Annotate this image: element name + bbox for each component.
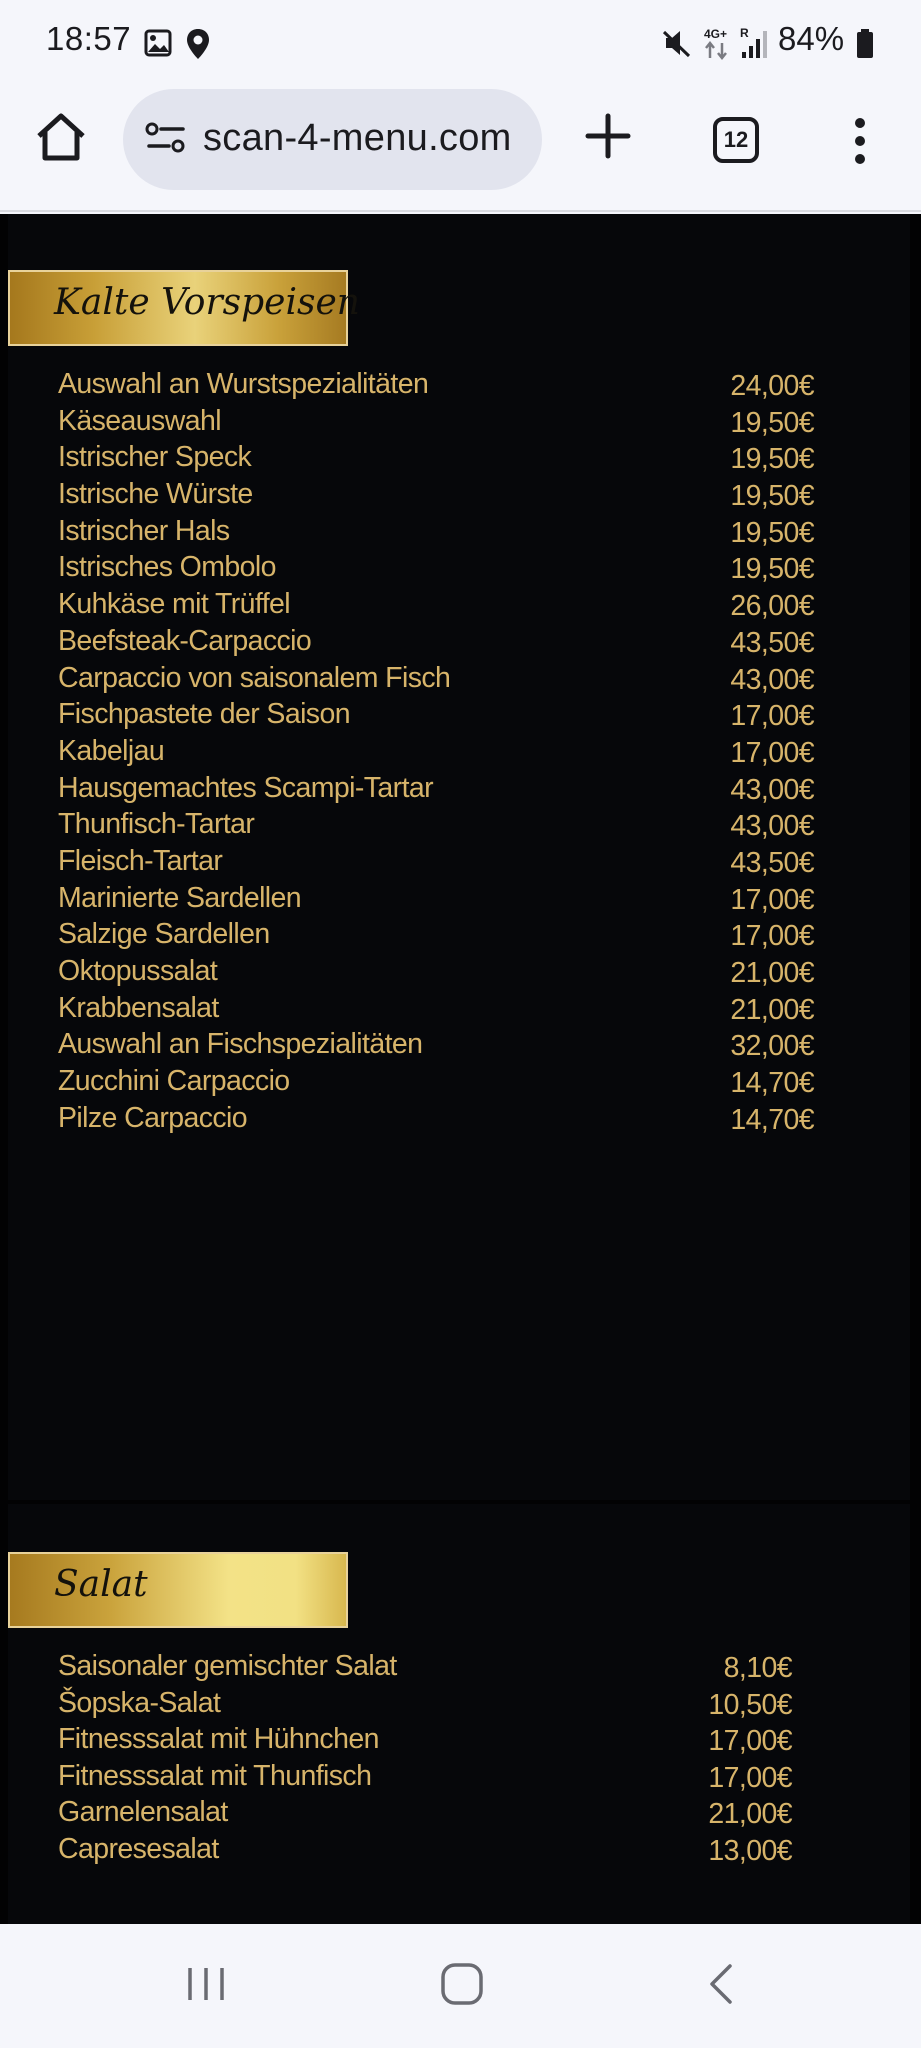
menu-item: [58, 918, 814, 955]
menu-item-price: 17,00€: [730, 883, 814, 916]
tabs-icon[interactable]: [713, 117, 759, 163]
menu-item-price: 43,50€: [730, 626, 814, 659]
menu-item: [58, 515, 814, 552]
menu-item-name: Istrisches Ombolo: [58, 551, 276, 584]
menu-list-salat: [58, 1650, 792, 1870]
menu-item-name: Thunfisch-Tartar: [58, 808, 255, 841]
status-time: 18:57: [46, 20, 132, 57]
menu-item: [58, 1687, 792, 1724]
navigation-bar: [0, 1924, 921, 2048]
menu-item-name: Zucchini Carpaccio: [58, 1065, 290, 1098]
menu-item-price: 19,50€: [730, 553, 814, 586]
menu-item: [58, 992, 814, 1029]
section-title: Salat: [54, 1564, 148, 1605]
menu-item-price: 43,50€: [730, 846, 814, 879]
menu-item-price: 21,00€: [730, 957, 814, 989]
menu-item: [58, 1723, 792, 1760]
menu-item-price: 17,00€: [730, 736, 814, 769]
image-icon: [144, 29, 172, 57]
menu-item: [58, 1065, 814, 1102]
menu-item: [58, 845, 814, 882]
menu-item-price: 17,00€: [730, 920, 814, 953]
menu-item: [58, 625, 814, 662]
menu-item-name: Käseauswahl: [58, 404, 221, 437]
menu-item: [58, 368, 814, 405]
menu-item-name: Fischpastete der Saison: [58, 698, 350, 731]
menu-item-name: Hausgemachtes Scampi-Tartar: [58, 771, 434, 804]
mute-icon: [662, 28, 692, 58]
menu-item-price: 17,00€: [708, 1725, 792, 1758]
battery-percentage: 84%: [778, 20, 845, 57]
menu-item-name: Garnelensalat: [58, 1796, 228, 1829]
menu-item-price: 17,00€: [730, 700, 814, 733]
menu-item: [58, 441, 814, 478]
status-bar: [0, 0, 921, 86]
menu-item: [58, 882, 814, 919]
menu-item-price: 19,50€: [730, 443, 814, 476]
menu-item-price: 13,00€: [708, 1834, 792, 1867]
menu-item: [58, 772, 814, 809]
menu-item: [58, 1760, 792, 1797]
section-banner-salat: [8, 1552, 348, 1628]
menu-item: [58, 478, 814, 515]
menu-item-name: Salzige Sardellen: [58, 918, 270, 951]
menu-item: [58, 1650, 792, 1687]
menu-item: [58, 1102, 814, 1139]
menu-item-name: Beefsteak-Carpaccio: [58, 624, 312, 657]
menu-item-price: 19,50€: [730, 516, 814, 549]
network-4g-icon: [702, 26, 736, 60]
menu-item-name: Istrischer Hals: [58, 514, 230, 547]
menu-item-name: Capresesalat: [58, 1832, 219, 1865]
browser-toolbar: [0, 86, 921, 212]
menu-item: [58, 808, 814, 845]
section-banner-kalte-vorspeisen: [8, 270, 360, 346]
menu-item: [58, 551, 814, 588]
more-options-icon[interactable]: [848, 116, 872, 166]
menu-item-price: 24,00€: [730, 370, 814, 402]
back-icon[interactable]: [704, 1962, 740, 2006]
site-settings-icon[interactable]: [145, 121, 187, 155]
menu-item: [58, 735, 814, 772]
menu-item-price: 26,00€: [730, 590, 814, 623]
menu-item-price: 43,00€: [730, 663, 814, 696]
menu-item-name: Istrische Würste: [58, 478, 253, 511]
menu-item-name: Auswahl an Fischspezialitäten: [58, 1028, 423, 1061]
menu-item-price: 21,00€: [708, 1798, 792, 1831]
menu-list-kalte-vorspeisen: [58, 368, 814, 1138]
menu-item: [58, 588, 814, 625]
menu-item-name: Fitnesssalat mit Thunfisch: [58, 1759, 372, 1792]
menu-item-price: 8,10€: [723, 1652, 792, 1684]
new-tab-icon[interactable]: [583, 111, 633, 161]
menu-item-name: Krabbensalat: [58, 991, 219, 1024]
signal-icon: [740, 26, 770, 60]
menu-item-price: 19,50€: [730, 480, 814, 513]
menu-item-name: Fleisch-Tartar: [58, 844, 223, 877]
svg-text:R: R: [740, 26, 749, 40]
menu-item-price: 17,00€: [708, 1761, 792, 1794]
menu-item-name: Fitnesssalat mit Hühnchen: [58, 1723, 379, 1756]
menu-item-price: 32,00€: [730, 1030, 814, 1063]
menu-item: [58, 1028, 814, 1065]
menu-item-name: Istrischer Speck: [58, 441, 252, 474]
menu-item-price: 43,00€: [730, 773, 814, 806]
menu-item-price: 10,50€: [708, 1688, 792, 1721]
url-text[interactable]: scan-4-menu.com: [203, 117, 512, 159]
svg-text:4G+: 4G+: [704, 27, 728, 41]
menu-item-name: Kuhkäse mit Trüffel: [58, 588, 291, 621]
recent-apps-icon[interactable]: [184, 1962, 228, 2006]
menu-item-price: 21,00€: [730, 993, 814, 1026]
address-bar[interactable]: [123, 89, 542, 190]
menu-item-name: Pilze Carpaccio: [58, 1101, 247, 1134]
menu-item: [58, 662, 814, 699]
section-title: Kalte Vorspeisen: [54, 282, 360, 323]
menu-item-name: Marinierte Sardellen: [58, 881, 302, 914]
menu-item-name: Oktopussalat: [58, 955, 218, 987]
menu-item-price: 19,50€: [730, 406, 814, 439]
tab-count: 12: [723, 127, 749, 152]
menu-item-name: Šopska-Salat: [58, 1686, 221, 1719]
home-icon[interactable]: [34, 110, 88, 164]
location-icon: [186, 28, 210, 60]
menu-item: [58, 405, 814, 442]
menu-item: [58, 1833, 792, 1870]
menu-item: [58, 1796, 792, 1833]
menu-item-price: 14,70€: [730, 1067, 814, 1100]
menu-item: [58, 955, 814, 992]
menu-item-name: Carpaccio von saisonalem Fisch: [58, 661, 451, 694]
home-button-icon[interactable]: [440, 1962, 484, 2006]
menu-item-name: Kabeljau: [58, 734, 165, 767]
menu-item-price: 14,70€: [730, 1103, 814, 1136]
menu-item-price: 43,00€: [730, 810, 814, 843]
battery-icon: [856, 29, 874, 59]
menu-item-name: Auswahl an Wurstspezialitäten: [58, 368, 429, 400]
menu-item-name: Saisonaler gemischter Salat: [58, 1650, 397, 1682]
menu-item: [58, 698, 814, 735]
